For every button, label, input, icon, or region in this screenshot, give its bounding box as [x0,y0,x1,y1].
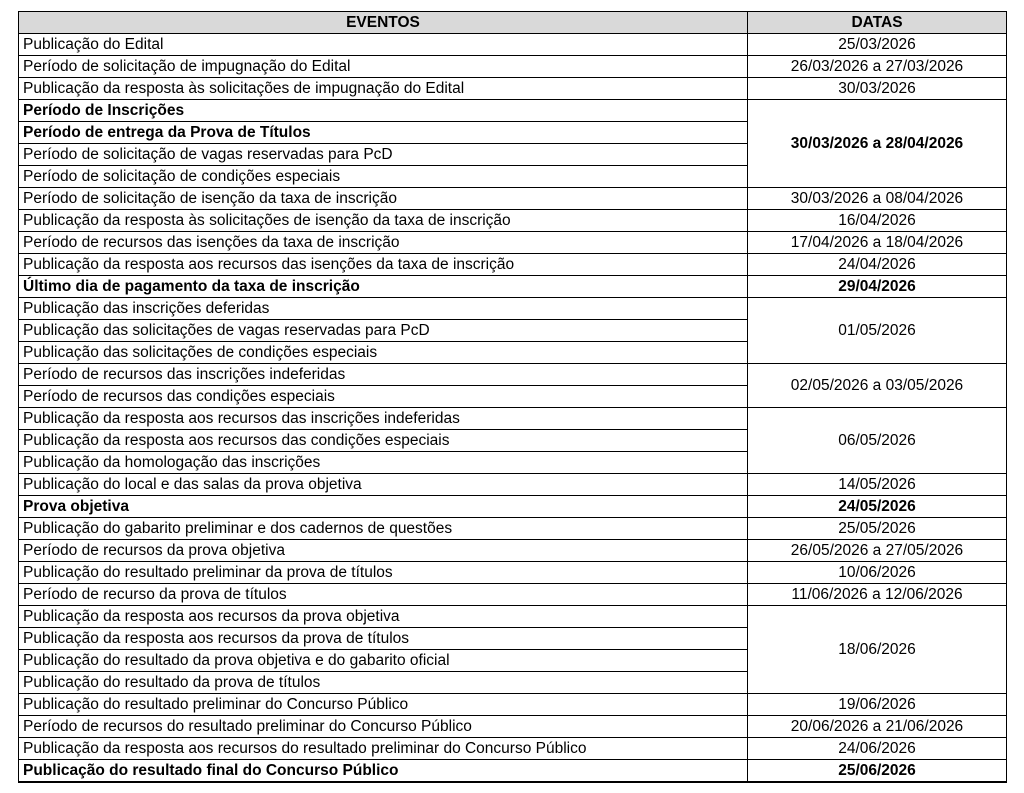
date-cell: 29/04/2026 [748,276,1007,298]
event-cell: Período de recursos da prova objetiva [19,540,748,562]
date-cell: 16/04/2026 [748,210,1007,232]
event-cell: Publicação da homologação das inscrições [19,452,748,474]
event-cell: Período de solicitação de impugnação do Edital [19,56,748,78]
table-row [19,584,1007,606]
table-row [19,408,1007,430]
table-row [19,474,1007,496]
table-row [19,232,1007,254]
date-cell: 25/06/2026 [748,760,1007,783]
date-cell: 24/06/2026 [748,738,1007,760]
event-cell: Publicação da resposta aos recursos da prova de títulos [19,628,748,650]
table-row [19,56,1007,78]
event-cell: Publicação das solicitações de vagas reservadas para PcD [19,320,748,342]
event-cell: Publicação da resposta aos recursos do resultado preliminar do Concurso Público [19,738,748,760]
event-cell: Período de recursos das inscrições indeferidas [19,364,748,386]
table-row [19,210,1007,232]
table-row [19,694,1007,716]
event-cell: Publicação do gabarito preliminar e dos cadernos de questões [19,518,748,540]
date-cell: 01/05/2026 [748,298,1007,364]
table-row [19,496,1007,518]
date-cell: 11/06/2026 a 12/06/2026 [748,584,1007,606]
event-cell: Período de recursos das isenções da taxa de inscrição [19,232,748,254]
date-cell: 20/06/2026 a 21/06/2026 [748,716,1007,738]
date-cell: 25/05/2026 [748,518,1007,540]
header-row [19,12,1007,34]
date-cell: 26/05/2026 a 27/05/2026 [748,540,1007,562]
event-cell: Período de recursos do resultado preliminar do Concurso Público [19,716,748,738]
date-cell: 06/05/2026 [748,408,1007,474]
table-row [19,518,1007,540]
table-row [19,540,1007,562]
events-column-header: EVENTOS [19,12,748,34]
table-row [19,298,1007,320]
dates-column-header: DATAS [748,12,1007,34]
table-row [19,606,1007,628]
event-cell: Publicação da resposta aos recursos das condições especiais [19,430,748,452]
table-row [19,188,1007,210]
event-cell: Publicação da resposta aos recursos das inscrições indeferidas [19,408,748,430]
event-cell: Período de entrega da Prova de Títulos [19,122,748,144]
table-row [19,760,1007,783]
event-cell: Publicação das inscrições deferidas [19,298,748,320]
event-cell: Publicação da resposta aos recursos da prova objetiva [19,606,748,628]
event-cell: Publicação do local e das salas da prova objetiva [19,474,748,496]
date-cell: 17/04/2026 a 18/04/2026 [748,232,1007,254]
table-row [19,34,1007,56]
event-cell: Último dia de pagamento da taxa de inscrição [19,276,748,298]
event-cell: Período de solicitação de isenção da taxa de inscrição [19,188,748,210]
event-cell: Publicação das solicitações de condições especiais [19,342,748,364]
date-cell: 02/05/2026 a 03/05/2026 [748,364,1007,408]
date-cell: 10/06/2026 [748,562,1007,584]
table-row [19,100,1007,122]
table-row [19,562,1007,584]
date-cell: 25/03/2026 [748,34,1007,56]
date-cell: 24/05/2026 [748,496,1007,518]
date-cell: 30/03/2026 a 28/04/2026 [748,100,1007,188]
date-cell: 30/03/2026 a 08/04/2026 [748,188,1007,210]
event-cell: Período de solicitação de condições especiais [19,166,748,188]
event-cell: Período de recursos das condições especiais [19,386,748,408]
schedule-table [18,11,1007,783]
table-row [19,716,1007,738]
date-cell: 30/03/2026 [748,78,1007,100]
event-cell: Publicação do resultado preliminar da prova de títulos [19,562,748,584]
event-cell: Período de Inscrições [19,100,748,122]
event-cell: Publicação do Edital [19,34,748,56]
table-row [19,254,1007,276]
table-row [19,364,1007,386]
event-cell: Publicação da resposta aos recursos das isenções da taxa de inscrição [19,254,748,276]
event-cell: Período de recurso da prova de títulos [19,584,748,606]
event-cell: Publicação do resultado preliminar do Concurso Público [19,694,748,716]
table-row [19,738,1007,760]
table-row [19,78,1007,100]
date-cell: 19/06/2026 [748,694,1007,716]
event-cell: Publicação do resultado final do Concurso Público [19,760,748,783]
event-cell: Período de solicitação de vagas reservadas para PcD [19,144,748,166]
event-cell: Publicação do resultado da prova de títulos [19,672,748,694]
date-cell: 26/03/2026 a 27/03/2026 [748,56,1007,78]
date-cell: 14/05/2026 [748,474,1007,496]
event-cell: Publicação da resposta às solicitações de isenção da taxa de inscrição [19,210,748,232]
event-cell: Prova objetiva [19,496,748,518]
event-cell: Publicação do resultado da prova objetiva e do gabarito oficial [19,650,748,672]
event-cell: Publicação da resposta às solicitações de impugnação do Edital [19,78,748,100]
date-cell: 24/04/2026 [748,254,1007,276]
date-cell: 18/06/2026 [748,606,1007,694]
table-row [19,276,1007,298]
